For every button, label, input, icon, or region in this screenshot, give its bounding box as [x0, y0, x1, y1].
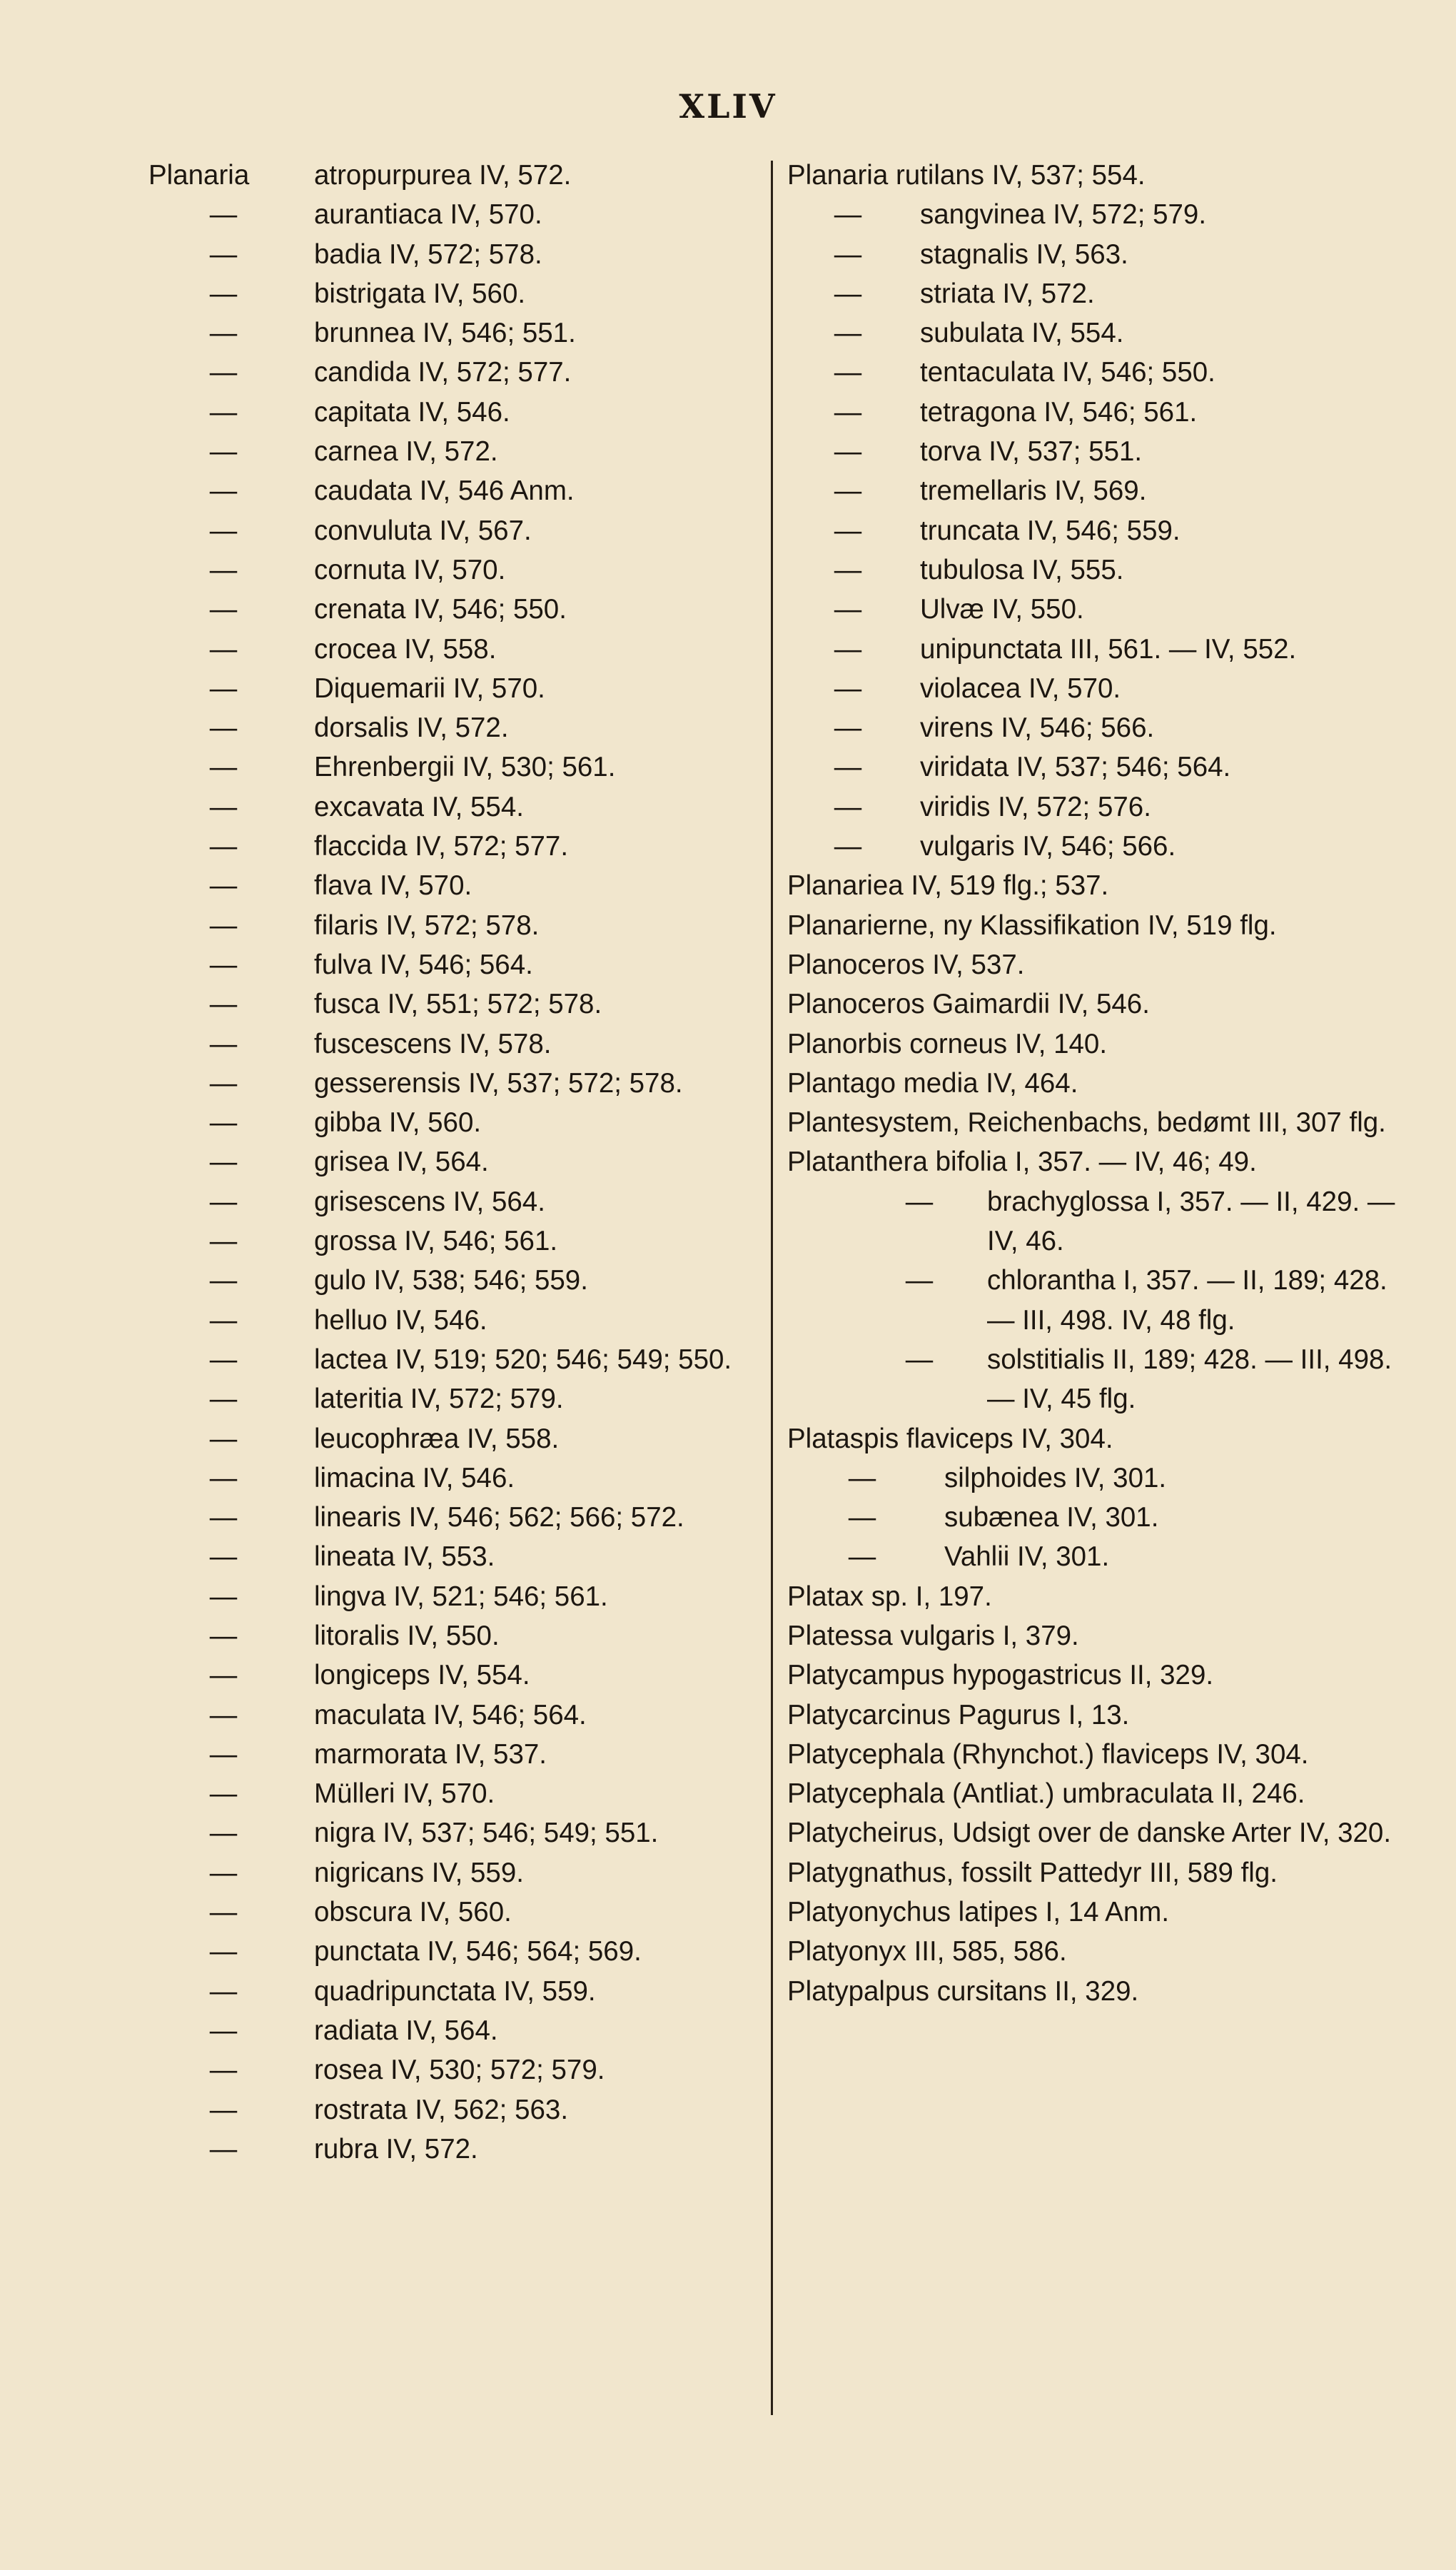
ditto-dash: —: [209, 1857, 238, 1888]
entry-text: nigra IV, 537; 546; 549; 551.: [314, 1818, 659, 1849]
ditto-dash: —: [209, 1738, 238, 1770]
ditto-dash: —: [209, 1304, 238, 1336]
ditto-dash: —: [834, 475, 862, 507]
ditto-dash: —: [209, 1186, 238, 1217]
entry-text: litoralis IV, 550.: [314, 1620, 500, 1651]
entry-text: candida IV, 572; 577.: [314, 357, 572, 388]
index-entry: [148, 1577, 777, 1616]
entry-text: Platycephala (Antliat.) umbraculata II, 246.: [787, 1778, 1305, 1810]
index-entry: [148, 1064, 777, 1103]
ditto-dash: —: [209, 1975, 238, 2007]
entry-text: obscura IV, 560.: [314, 1897, 512, 1928]
entry-text: Platyonychus latipes I, 14 Anm.: [787, 1897, 1170, 1928]
ditto-dash: —: [209, 2055, 238, 2086]
index-entry: [148, 1616, 777, 1656]
entry-text: badia IV, 572; 578.: [314, 238, 542, 270]
index-entry: [148, 1221, 777, 1261]
ditto-dash: —: [209, 2015, 238, 2046]
entry-text: carnea IV, 572.: [314, 436, 498, 468]
entry-text: Platessa vulgaris I, 379.: [787, 1620, 1079, 1651]
index-column-left: [148, 156, 777, 2169]
index-entry: [148, 235, 777, 274]
index-entry: [148, 1419, 777, 1458]
entry-text: excavata IV, 554.: [314, 791, 524, 822]
entry-text: lineata IV, 553.: [314, 1541, 495, 1573]
ditto-dash: —: [209, 949, 238, 980]
index-entry: [787, 1182, 1401, 1261]
ditto-dash: —: [209, 436, 238, 468]
entry-text: tetragona IV, 546; 561.: [920, 396, 1198, 428]
ditto-dash: —: [209, 1502, 238, 1533]
ditto-dash: —: [209, 1699, 238, 1730]
ditto-dash: —: [905, 1265, 934, 1296]
ditto-dash: —: [834, 238, 862, 270]
index-entry: [148, 1498, 777, 1537]
entry-text: brachyglossa I, 357. — II, 429. — IV, 46.: [987, 1186, 1395, 1257]
page-number: XLIV: [679, 87, 777, 126]
entry-text: Planoceros Gaimardii IV, 546.: [787, 989, 1150, 1020]
index-entry: [787, 630, 1401, 669]
entry-text: grisescens IV, 564.: [314, 1186, 545, 1217]
index-entry: [787, 1932, 1401, 1971]
entry-text: dorsalis IV, 572.: [314, 712, 509, 744]
entry-text: torva IV, 537; 551.: [920, 436, 1143, 468]
ditto-dash: —: [209, 278, 238, 309]
entry-text: linearis IV, 546; 562; 566; 572.: [314, 1502, 684, 1533]
ditto-dash: —: [209, 791, 238, 822]
ditto-dash: —: [834, 278, 862, 309]
entry-text: Diquemarii IV, 570.: [314, 672, 545, 704]
ditto-dash: —: [209, 1028, 238, 1059]
entry-text: lateritia IV, 572; 579.: [314, 1384, 564, 1415]
index-entry: [148, 1695, 777, 1735]
index-entry: [787, 1735, 1401, 1774]
index-entry: [148, 1656, 777, 1695]
entry-text: rostrata IV, 562; 563.: [314, 2094, 569, 2125]
entry-text: grossa IV, 546; 561.: [314, 1226, 558, 1257]
ditto-dash: —: [209, 594, 238, 625]
index-entry: [148, 1813, 777, 1853]
ditto-dash: —: [834, 672, 862, 704]
index-entry: [787, 1024, 1401, 1064]
index-entry: [787, 1656, 1401, 1695]
index-entry: [148, 1972, 777, 2011]
entry-text: convuluta IV, 567.: [314, 515, 532, 546]
index-entry: [148, 2011, 777, 2050]
index-entry: [148, 1458, 777, 1498]
ditto-dash: —: [905, 1344, 934, 1375]
ditto-dash: —: [834, 436, 862, 468]
index-entry: [787, 274, 1401, 313]
entry-text: lingva IV, 521; 546; 561.: [314, 1581, 608, 1612]
entry-text: Planarierne, ny Klassifikation IV, 519 flg.: [787, 909, 1277, 941]
ditto-dash: —: [209, 199, 238, 231]
entry-text: Plantesystem, Reichenbachs, bedømt III, 307 flg.: [787, 1107, 1386, 1139]
entry-text: flaccida IV, 572; 577.: [314, 831, 569, 862]
ditto-dash: —: [209, 633, 238, 665]
ditto-dash: —: [209, 1541, 238, 1573]
ditto-dash: —: [209, 1226, 238, 1257]
entry-text: filaris IV, 572; 578.: [314, 909, 540, 941]
index-entry: [148, 511, 777, 550]
ditto-dash: —: [834, 554, 862, 585]
index-entry: [148, 1142, 777, 1181]
entry-text: truncata IV, 546; 559.: [920, 515, 1181, 546]
entry-text: lactea IV, 519; 520; 546; 549; 550.: [314, 1344, 732, 1375]
ditto-dash: —: [209, 1936, 238, 1967]
index-entry: [148, 274, 777, 313]
index-entry: [787, 195, 1401, 234]
ditto-dash: —: [209, 989, 238, 1020]
index-entry: [787, 235, 1401, 274]
index-entry: [787, 511, 1401, 550]
index-entry: [787, 708, 1401, 747]
entry-text: subænea IV, 301.: [944, 1502, 1159, 1533]
index-entry: [787, 1893, 1401, 1932]
entry-text: Platyonyx III, 585, 586.: [787, 1936, 1067, 1967]
ditto-dash: —: [209, 475, 238, 507]
index-entry: [787, 432, 1401, 471]
ditto-dash: —: [834, 199, 862, 231]
index-entry: [787, 1972, 1401, 2011]
entry-text: Platycheirus, Udsigt over de danske Arter IV, 320.: [787, 1818, 1392, 1849]
index-entry: [148, 550, 777, 590]
entry-text: subulata IV, 554.: [920, 318, 1124, 349]
entry-text: solstitialis II, 189; 428. — III, 498. — IV, 45 flg.: [987, 1344, 1392, 1415]
index-entry: [148, 1735, 777, 1774]
index-entry: [787, 313, 1401, 353]
entry-text: gesserensis IV, 537; 572; 578.: [314, 1067, 683, 1099]
index-entry: [787, 1103, 1401, 1142]
index-entry: [148, 708, 777, 747]
entry-text: nigricans IV, 559.: [314, 1857, 524, 1888]
entry-text: leucophræa IV, 558.: [314, 1423, 560, 1454]
index-entry: [148, 1261, 777, 1300]
index-entry: [787, 393, 1401, 432]
entry-text: Platygnathus, fossilt Pattedyr III, 589 flg.: [787, 1857, 1278, 1888]
entry-text: tremellaris IV, 569.: [920, 475, 1147, 507]
ditto-dash: —: [209, 1147, 238, 1178]
ditto-dash: —: [209, 2094, 238, 2125]
entry-text: limacina IV, 546.: [314, 1462, 515, 1493]
entry-text: punctata IV, 546; 564; 569.: [314, 1936, 642, 1967]
entry-text: Plataspis flaviceps IV, 304.: [787, 1423, 1113, 1454]
index-entry: [787, 1340, 1401, 1419]
index-entry: [787, 1577, 1401, 1616]
index-entry: [787, 1813, 1401, 1853]
entry-text: Platycampus hypogastricus II, 329.: [787, 1660, 1214, 1691]
index-entry: [148, 1537, 777, 1576]
entry-text: maculata IV, 546; 564.: [314, 1699, 587, 1730]
entry-text: cornuta IV, 570.: [314, 554, 506, 585]
index-entry: [148, 393, 777, 432]
entry-text: striata IV, 572.: [920, 278, 1095, 309]
ditto-dash: —: [209, 1462, 238, 1493]
ditto-dash: —: [209, 1818, 238, 1849]
entry-text: Vahlii IV, 301.: [944, 1541, 1110, 1573]
index-entry: [148, 1379, 777, 1418]
index-entry: [787, 1064, 1401, 1103]
index-entry: [787, 1142, 1401, 1181]
ditto-dash: —: [209, 1423, 238, 1454]
ditto-dash: —: [834, 594, 862, 625]
index-entry: [787, 906, 1401, 945]
index-entry: [787, 669, 1401, 708]
entry-text: Ulvæ IV, 550.: [920, 594, 1084, 625]
index-entry: [787, 984, 1401, 1024]
ditto-dash: —: [209, 1107, 238, 1139]
index-entry: [148, 1340, 777, 1379]
index-entry: [148, 2090, 777, 2130]
ditto-dash: —: [209, 870, 238, 902]
index-entry: [148, 1182, 777, 1221]
entry-text: Plantago media IV, 464.: [787, 1067, 1078, 1099]
entry-text: chlorantha I, 357. — II, 189; 428. — III, 498. IV, 48 flg.: [987, 1265, 1387, 1336]
index-entry: [148, 195, 777, 234]
index-entry: [787, 1695, 1401, 1735]
entry-text: Planorbis corneus IV, 140.: [787, 1028, 1108, 1059]
entry-text: tentaculata IV, 546; 550.: [920, 357, 1215, 388]
index-entry: [787, 550, 1401, 590]
entry-text: sangvinea IV, 572; 579.: [920, 199, 1207, 231]
index-entry: [148, 984, 777, 1024]
ditto-dash: —: [209, 238, 238, 270]
entry-text: Mülleri IV, 570.: [314, 1778, 495, 1810]
ditto-dash: —: [209, 396, 238, 428]
entry-text: rosea IV, 530; 572; 579.: [314, 2055, 605, 2086]
index-entry: [148, 1024, 777, 1064]
ditto-dash: —: [209, 1265, 238, 1296]
entry-text: quadripunctata IV, 559.: [314, 1975, 596, 2007]
index-entry: [148, 2130, 777, 2169]
ditto-dash: —: [834, 831, 862, 862]
ditto-dash: —: [834, 318, 862, 349]
index-entry: [787, 866, 1401, 905]
index-entry: [148, 1932, 777, 1971]
entry-text: rubra IV, 572.: [314, 2133, 478, 2165]
ditto-dash: —: [834, 712, 862, 744]
entry-text: Platycarcinus Pagurus I, 13.: [787, 1699, 1130, 1730]
entry-text: gulo IV, 538; 546; 559.: [314, 1265, 588, 1296]
ditto-dash: —: [209, 909, 238, 941]
ditto-dash: —: [834, 633, 862, 665]
entry-text: bistrigata IV, 560.: [314, 278, 526, 309]
entry-text: Ehrenbergii IV, 530; 561.: [314, 752, 616, 783]
ditto-dash: —: [848, 1502, 876, 1533]
entry-text: crenata IV, 546; 550.: [314, 594, 567, 625]
column-divider: [771, 161, 773, 2415]
ditto-dash: —: [209, 1620, 238, 1651]
ditto-dash: —: [834, 791, 862, 822]
index-entry: [787, 1261, 1401, 1340]
ditto-dash: —: [848, 1541, 876, 1573]
entry-text: Planariea IV, 519 flg.; 537.: [787, 870, 1109, 902]
index-entry: [148, 945, 777, 984]
index-entry: [787, 1774, 1401, 1813]
ditto-dash: —: [209, 1384, 238, 1415]
entry-text: Platanthera bifolia I, 357. — IV, 46; 49.: [787, 1147, 1257, 1178]
entry-text: aurantiaca IV, 570.: [314, 199, 542, 231]
index-entry: [148, 1774, 777, 1813]
entry-text: violacea IV, 570.: [920, 672, 1121, 704]
ditto-dash: —: [209, 831, 238, 862]
ditto-dash: —: [209, 1778, 238, 1810]
index-entry: [787, 156, 1401, 195]
ditto-dash: —: [209, 712, 238, 744]
index-entry: [787, 1537, 1401, 1576]
index-entry: [148, 1853, 777, 1893]
index-entry: [787, 945, 1401, 984]
entry-text: crocea IV, 558.: [314, 633, 497, 665]
ditto-dash: —: [209, 357, 238, 388]
entry-text: fuscescens IV, 578.: [314, 1028, 552, 1059]
index-entry: [148, 1103, 777, 1142]
entry-text: flava IV, 570.: [314, 870, 472, 902]
entry-text: vulgaris IV, 546; 566.: [920, 831, 1176, 862]
index-entry: [148, 630, 777, 669]
ditto-dash: —: [834, 396, 862, 428]
ditto-dash: —: [209, 515, 238, 546]
index-entry: [787, 1498, 1401, 1537]
index-entry: [148, 156, 777, 195]
index-entry: [148, 590, 777, 629]
ditto-dash: —: [209, 554, 238, 585]
index-entry: [787, 590, 1401, 629]
index-entry: [787, 353, 1401, 392]
index-column-right: [787, 156, 1401, 2011]
ditto-dash: —: [834, 752, 862, 783]
index-entry: [787, 787, 1401, 827]
index-entry: [148, 1893, 777, 1932]
ditto-dash: —: [209, 2133, 238, 2165]
entry-text: Planoceros IV, 537.: [787, 949, 1025, 980]
entry-text: marmorata IV, 537.: [314, 1738, 547, 1770]
entry-text: unipunctata III, 561. — IV, 552.: [920, 633, 1297, 665]
entry-text: grisea IV, 564.: [314, 1147, 489, 1178]
ditto-dash: —: [209, 1067, 238, 1099]
entry-text: tubulosa IV, 555.: [920, 554, 1124, 585]
entry-text: brunnea IV, 546; 551.: [314, 318, 576, 349]
index-entry: [787, 471, 1401, 510]
entry-text: longiceps IV, 554.: [314, 1660, 530, 1691]
entry-text: virens IV, 546; 566.: [920, 712, 1155, 744]
index-entry: [148, 353, 777, 392]
index-entry: [148, 2050, 777, 2090]
entry-text: radiata IV, 564.: [314, 2015, 498, 2046]
entry-text: caudata IV, 546 Anm.: [314, 475, 575, 507]
entry-text: atropurpurea IV, 572.: [314, 160, 572, 191]
ditto-dash: —: [209, 1581, 238, 1612]
ditto-dash: —: [905, 1186, 934, 1217]
ditto-dash: —: [209, 752, 238, 783]
ditto-dash: —: [209, 1660, 238, 1691]
entry-text: Planaria rutilans IV, 537; 554.: [787, 160, 1146, 191]
ditto-dash: —: [834, 357, 862, 388]
index-entry: [787, 1458, 1401, 1498]
entry-text: silphoides IV, 301.: [944, 1462, 1167, 1493]
index-entry: [148, 787, 777, 827]
index-entry: [148, 747, 777, 787]
index-entry: [148, 906, 777, 945]
index-entry: [148, 827, 777, 866]
entry-text: fulva IV, 546; 564.: [314, 949, 533, 980]
index-entry: [148, 432, 777, 471]
index-entry: [787, 1853, 1401, 1893]
entry-text: fusca IV, 551; 572; 578.: [314, 989, 602, 1020]
index-entry: [148, 471, 777, 510]
index-entry: [787, 827, 1401, 866]
entry-headword: Planaria: [148, 160, 250, 191]
index-entry: [787, 1419, 1401, 1458]
index-entry: [787, 1616, 1401, 1656]
index-entry: [787, 747, 1401, 787]
index-entry: [148, 866, 777, 905]
ditto-dash: —: [209, 672, 238, 704]
entry-text: Platypalpus cursitans II, 329.: [787, 1975, 1139, 2007]
entry-text: capitata IV, 546.: [314, 396, 510, 428]
entry-text: viridis IV, 572; 576.: [920, 791, 1151, 822]
ditto-dash: —: [848, 1462, 876, 1493]
index-entry: [148, 669, 777, 708]
ditto-dash: —: [834, 515, 862, 546]
index-entry: [148, 313, 777, 353]
entry-text: Platax sp. I, 197.: [787, 1581, 992, 1612]
entry-text: gibba IV, 560.: [314, 1107, 482, 1139]
entry-text: Platycephala (Rhynchot.) flaviceps IV, 304.: [787, 1738, 1309, 1770]
ditto-dash: —: [209, 1344, 238, 1375]
entry-text: viridata IV, 537; 546; 564.: [920, 752, 1231, 783]
index-entry: [148, 1301, 777, 1340]
ditto-dash: —: [209, 1897, 238, 1928]
entry-text: stagnalis IV, 563.: [920, 238, 1128, 270]
entry-text: helluo IV, 546.: [314, 1304, 487, 1336]
ditto-dash: —: [209, 318, 238, 349]
